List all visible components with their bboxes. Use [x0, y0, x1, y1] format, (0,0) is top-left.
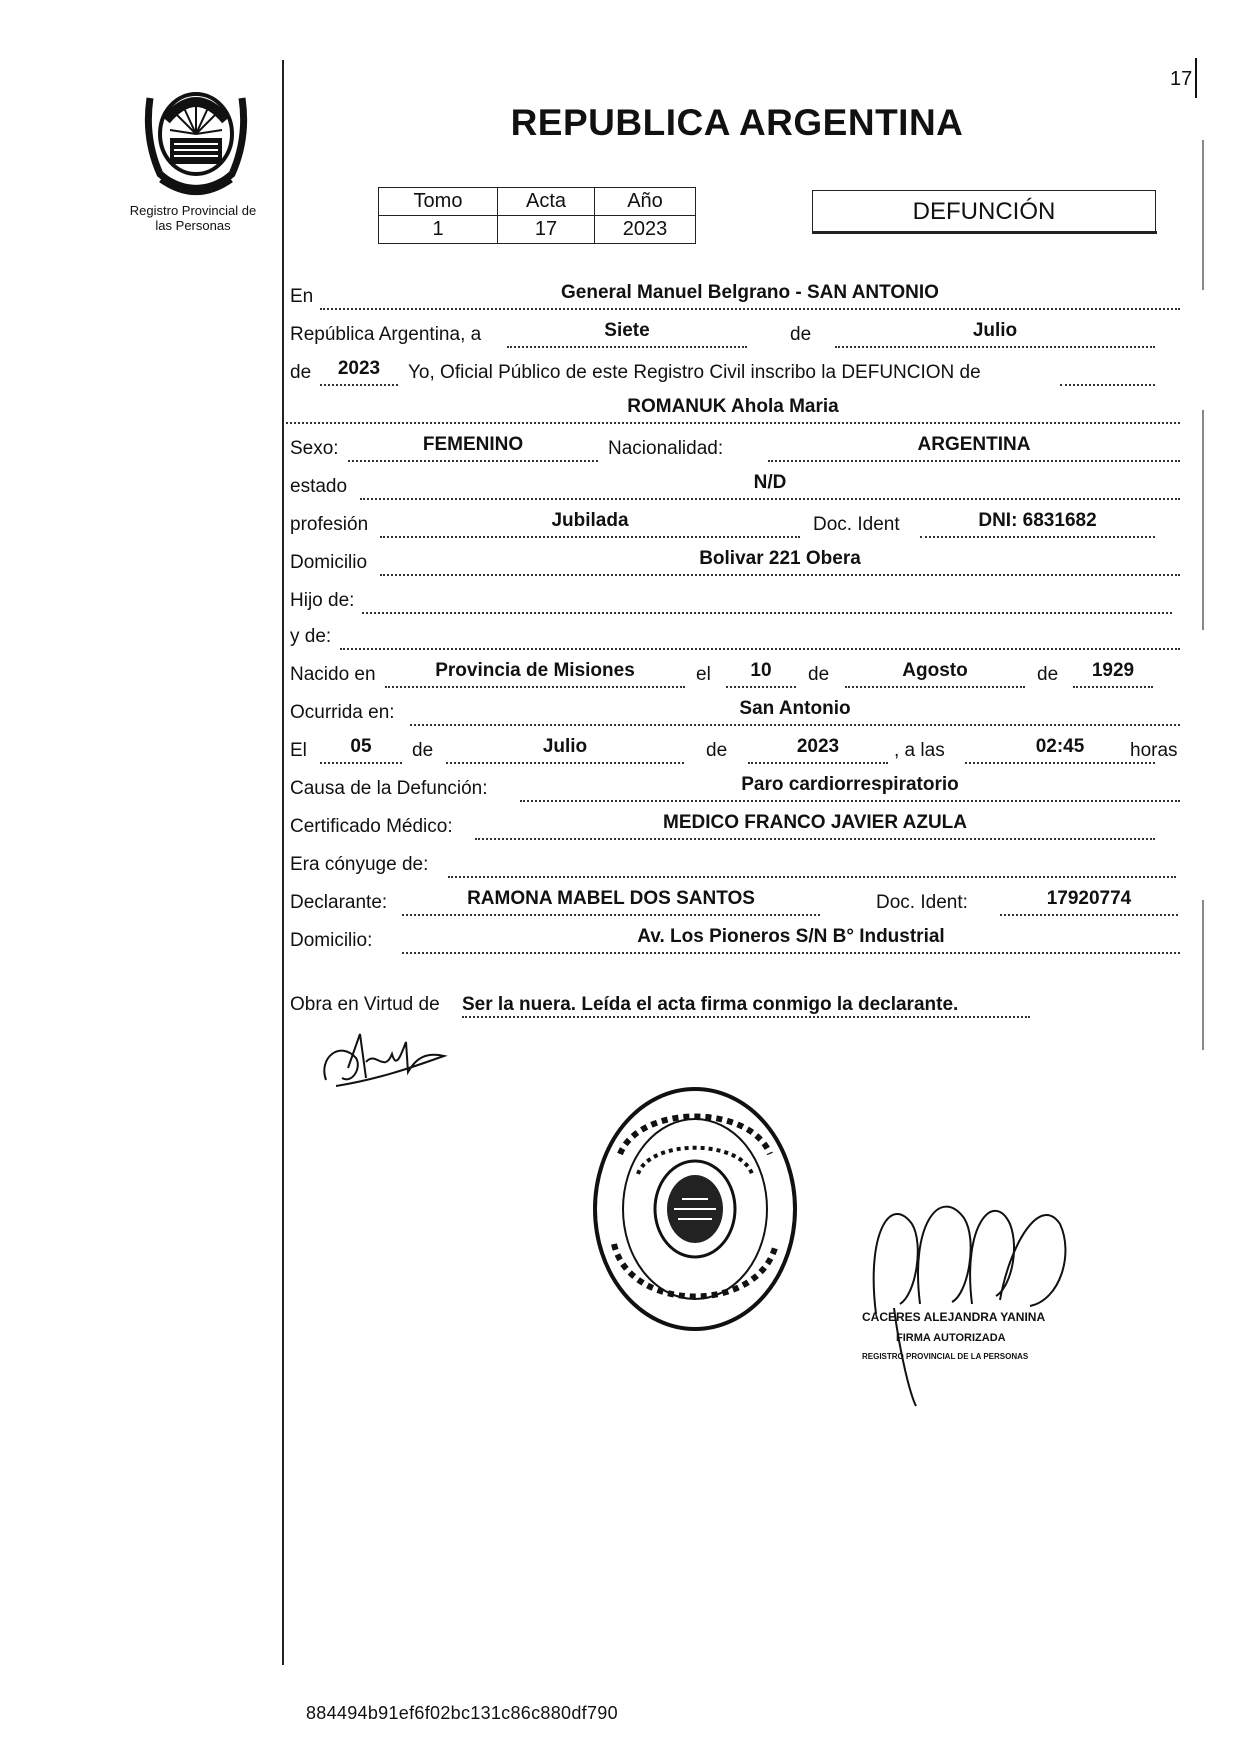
- row-yde: [290, 622, 1180, 652]
- row-domicilio: [290, 548, 1180, 578]
- nacionalidad-label: Nacionalidad:: [608, 438, 724, 459]
- row-nombre: [290, 396, 1180, 426]
- row-certificado: [290, 812, 1180, 842]
- doc-label: Doc. Ident: [813, 514, 900, 535]
- anio-field: [320, 360, 398, 386]
- organization-name: Registro Provincial de las Personas: [129, 203, 257, 233]
- conyuge-field: [448, 852, 1176, 878]
- yde-label: y de:: [290, 626, 332, 647]
- nac-dia-value: 10: [750, 660, 772, 681]
- authorized-institution: REGISTRO PROVINCIAL DE LA PERSONAS: [862, 1352, 1029, 1361]
- page-title: REPUBLICA ARGENTINA: [510, 102, 964, 143]
- domicilio-field: [380, 550, 1180, 576]
- causa-field: [520, 776, 1180, 802]
- row-domicilio2: [290, 926, 1180, 956]
- acta-value-row: [379, 216, 696, 244]
- row-conyuge: [290, 850, 1180, 880]
- row-en: [290, 282, 1180, 312]
- row-ocurrida: [290, 698, 1180, 728]
- estado-label: estado: [290, 476, 348, 497]
- nacido-label: Nacido en: [290, 664, 376, 685]
- acta-header-acta: Acta: [498, 188, 595, 216]
- domicilio-value: Bolivar 221 Obera: [699, 548, 861, 569]
- estado-field: [360, 474, 1180, 500]
- acta-header-row: [379, 188, 696, 216]
- certificado-value: MEDICO FRANCO JAVIER AZULA: [663, 812, 967, 833]
- dia-field: [507, 322, 747, 348]
- en-label: En: [290, 286, 314, 307]
- profesion-label: profesión: [290, 514, 369, 535]
- row-republica: [290, 320, 1180, 350]
- en-value: General Manuel Belgrano - SAN ANTONIO: [561, 282, 939, 303]
- declarante-label: Declarante:: [290, 892, 388, 913]
- anio-value: 2023: [337, 358, 381, 379]
- nac-mes-field: [845, 662, 1025, 688]
- de-anio-label: de: [290, 362, 312, 383]
- domicilio-label: Domicilio: [290, 552, 368, 573]
- def-de2-label: de: [706, 740, 728, 761]
- sexo-field: [348, 436, 598, 462]
- causa-label: Causa de la Defunción:: [290, 778, 488, 799]
- nac-anio-value: 1929: [1091, 660, 1135, 681]
- profesion-field: [380, 512, 800, 538]
- alas-label: , a las: [894, 740, 945, 761]
- row-profesion: [290, 510, 1180, 540]
- mes-value: Julio: [972, 320, 1018, 341]
- en-field: [320, 284, 1180, 310]
- horas-label: horas: [1130, 740, 1178, 761]
- nac-de1-label: de: [808, 664, 830, 685]
- acta-value-tomo: 1: [379, 216, 498, 244]
- nac-dia-field: [726, 662, 796, 688]
- official-seal-icon: [590, 1084, 800, 1334]
- obra-value: Ser la nuera. Leída el acta firma conmigo la declarante.: [462, 994, 959, 1015]
- acta-value-acta: 17: [498, 216, 595, 244]
- nombre-value: ROMANUK Ahola Maria: [627, 396, 839, 417]
- hora-value: 02:45: [1035, 736, 1085, 757]
- acta-header-tomo: Tomo: [379, 188, 498, 216]
- page-number: 17: [1170, 68, 1193, 90]
- doc2-value: 17920774: [1046, 888, 1132, 909]
- doc2-label: Doc. Ident:: [876, 892, 968, 913]
- row-sexo: [290, 434, 1180, 464]
- conyuge-label: Era cónyuge de:: [290, 854, 429, 875]
- doc-value: DNI: 6831682: [978, 510, 1097, 531]
- row-causa: [290, 774, 1180, 804]
- nac-de2-label: de: [1037, 664, 1059, 685]
- authorized-role: FIRMA AUTORIZADA: [896, 1332, 1006, 1344]
- sexo-value: FEMENINO: [422, 434, 524, 455]
- def-anio-value: 2023: [796, 736, 840, 757]
- authorized-name: CACERES ALEJANDRA YANINA: [862, 1310, 1046, 1324]
- def-dia-field: [320, 738, 402, 764]
- row-hijo: [290, 586, 1180, 616]
- scan-margin-mark: [1202, 900, 1204, 1050]
- hijo-label: Hijo de:: [290, 590, 355, 611]
- republica-label: República Argentina, a: [290, 324, 482, 345]
- de-label: de: [790, 324, 812, 345]
- left-margin-rule: [282, 60, 284, 1665]
- nac-mes-value: Agosto: [902, 660, 968, 681]
- domicilio2-field: [402, 928, 1180, 954]
- mes-field: [835, 322, 1155, 348]
- row-estado: [290, 472, 1180, 502]
- certificado-field: [475, 814, 1155, 840]
- declarante-value: RAMONA MABEL DOS SANTOS: [467, 888, 755, 909]
- authorized-signature-icon: [860, 1184, 1080, 1410]
- nacido-lugar-field: [385, 662, 685, 688]
- profesion-value: Jubilada: [551, 510, 629, 531]
- hora-field: [965, 738, 1155, 764]
- scan-margin-mark: [1202, 140, 1204, 290]
- def-de1-label: de: [412, 740, 434, 761]
- def-anio-field: [748, 738, 888, 764]
- def-mes-value: Julio: [542, 736, 588, 757]
- domicilio2-label: Domicilio:: [290, 930, 373, 951]
- sexo-label: Sexo:: [290, 438, 339, 459]
- nacionalidad-field: [768, 436, 1180, 462]
- El-label: El: [290, 740, 307, 761]
- record-type: DEFUNCIÓN: [912, 198, 1056, 225]
- nacionalidad-value: ARGENTINA: [917, 434, 1031, 455]
- acta-value-anio: 2023: [595, 216, 696, 244]
- nac-anio-field: [1073, 662, 1153, 688]
- declarant-signature-icon: [316, 1028, 456, 1092]
- doc2-field: [1000, 890, 1178, 916]
- inscribo-field: [1060, 360, 1155, 386]
- document-hash: 884494b91ef6f02bc131c86c880df790: [306, 1703, 618, 1723]
- provincial-emblem-icon: [140, 78, 252, 196]
- hijo-field: [362, 588, 1172, 614]
- def-dia-value: 05: [350, 736, 372, 757]
- yde-field: [340, 624, 1180, 650]
- inscribo-text: Yo, Oficial Público de este Registro Civil inscribo la DEFUNCION de: [408, 362, 981, 383]
- acta-header-anio: Año: [595, 188, 696, 216]
- el-label: el: [696, 664, 711, 685]
- record-type-underline: [812, 231, 1157, 234]
- scan-margin-mark: [1202, 410, 1204, 630]
- row-declarante: [290, 888, 1180, 918]
- row-anio: [290, 358, 1180, 388]
- declarante-field: [402, 890, 820, 916]
- ocurrida-label: Ocurrida en:: [290, 702, 395, 723]
- nombre-field: [286, 398, 1180, 424]
- ocurrida-field: [410, 700, 1180, 726]
- acta-table: [378, 187, 696, 244]
- page-number-rule: [1195, 58, 1197, 98]
- estado-value: N/D: [753, 472, 787, 493]
- domicilio2-value: Av. Los Pioneros S/N B° Industrial: [637, 926, 945, 947]
- def-mes-field: [446, 738, 684, 764]
- nacido-lugar-value: Provincia de Misiones: [435, 660, 635, 681]
- record-type-box: [812, 190, 1156, 234]
- certificado-label: Certificado Médico:: [290, 816, 453, 837]
- row-nacido: [290, 660, 1180, 690]
- causa-value: Paro cardiorrespiratorio: [741, 774, 959, 795]
- dia-value: Siete: [604, 320, 650, 341]
- doc-field: [920, 512, 1155, 538]
- ocurrida-value: San Antonio: [739, 698, 851, 719]
- row-fecha-defuncion: [290, 736, 1180, 766]
- obra-label: Obra en Virtud de: [290, 994, 440, 1015]
